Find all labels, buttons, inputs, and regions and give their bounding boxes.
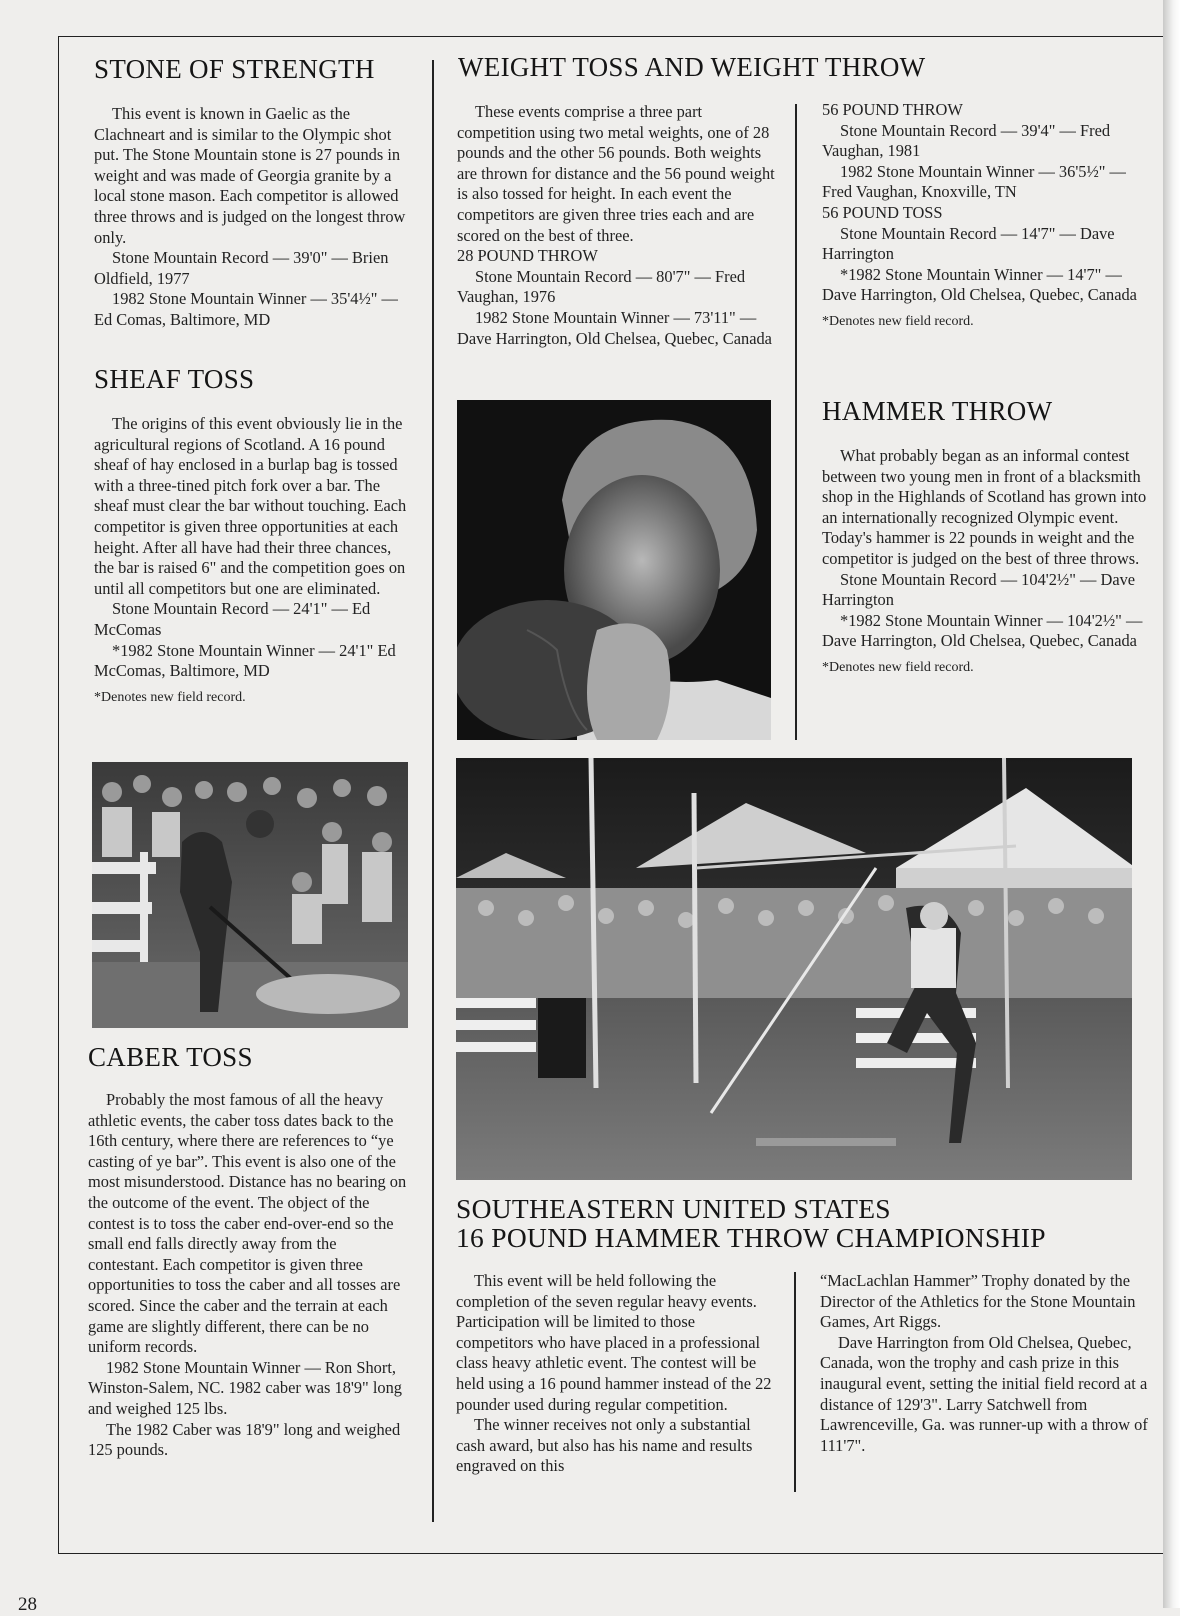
- throw28-record: Stone Mountain Record — 80'7" — Fred Vaughan, 1976: [457, 266, 746, 307]
- caber-toss-extra: The 1982 Caber was 18'9" long and weighed 125 pounds.: [88, 1419, 401, 1460]
- sheaf-toss-title: SHEAF TOSS: [94, 364, 255, 394]
- championship-col1-p1: This event will be held following the completion of the seven regular heavy events. Participation will be limited to those competitors who have placed in a professional class heavy athletic event. The contest will be held using a 16 pound hammer instead of the 22 pounder used during regular competition.: [456, 1271, 772, 1414]
- hammer-throw-title: HAMMER THROW: [822, 396, 1053, 426]
- page-edge-shadow: [1163, 0, 1180, 1608]
- throw56-record: Stone Mountain Record — 39'4" — Fred Vaughan, 1981: [822, 120, 1111, 161]
- sheaf-toss-body: The origins of this event obviously lie in the agricultural regions of Scotland. A 16 pound sheaf of hay enclosed in a burlap bag is tossed with a three-tined pitch fork over a bar. The sheaf must clear the bar without touching. Each competitor is given three opportunities at each height. After all have had their three chances, the bar is raised 6" and the competition goes on until all competitors but one are eliminated.: [94, 414, 407, 598]
- throw56-winner: 1982 Stone Mountain Winner — 36'5½" — Fred Vaughan, Knoxville, TN: [822, 161, 1126, 202]
- caber-toss-title: CABER TOSS: [88, 1042, 253, 1072]
- championship-col2-p1: “MacLachlan Hammer” Trophy donated by the Director of the Athletics for the Stone Mountain Games, Art Riggs.: [820, 1271, 1136, 1332]
- weight-toss-body: These events comprise a three part competition using two metal weights, one of 28 pounds and the other 56 pounds. Both weights are thrown for distance and the 56 pound weight is also tossed for height. In each event the competitors are given three tries each and are scored on the best of three.: [457, 102, 775, 245]
- hammer-throw-note: *Denotes new field record.: [822, 659, 974, 675]
- caber-toss-section: [88, 1042, 408, 1461]
- hammer-throw-record: Stone Mountain Record — 104'2½" — Dave Harrington: [822, 569, 1136, 610]
- sheaf-toss-winner: *1982 Stone Mountain Winner — 24'1" Ed McComas, Baltimore, MD: [94, 640, 396, 681]
- toss56-record: Stone Mountain Record — 14'7" — Dave Harrington: [822, 223, 1115, 264]
- championship-col2: [820, 1271, 1150, 1456]
- weight-throw-portrait-photo: [457, 400, 771, 740]
- page-number: 28: [18, 1594, 37, 1615]
- weight-toss-note: *Denotes new field record.: [822, 313, 974, 329]
- caber-toss-winner: 1982 Stone Mountain Winner — Ron Short, Winston-Salem, NC. 1982 caber was 18'9" long and weighed 125 lbs.: [88, 1357, 402, 1418]
- championship-col1: [456, 1271, 774, 1477]
- stone-of-strength-section: [94, 54, 412, 331]
- stone-of-strength-record: Stone Mountain Record — 39'0" — Brien Oldfield, 1977: [94, 248, 389, 288]
- championship-title-block: [456, 1194, 1156, 1252]
- throw28-heading: 28 POUND THROW: [457, 246, 598, 266]
- sheaf-toss-record: Stone Mountain Record — 24'1" — Ed McComas: [94, 599, 371, 639]
- weight-toss-title-block: [458, 52, 1018, 82]
- hammer-throw-winner: *1982 Stone Mountain Winner — 104'2½" — Dave Harrington, Old Chelsea, Quebec, Canada: [822, 610, 1143, 651]
- championship-col2-p2: Dave Harrington from Old Chelsea, Quebec, Canada, won the trophy and cash prize in this inaugural event, setting the initial field record at a distance of 129'3". Larry Satchwell from Lawrenceville, Ga. was runner-up with a throw of 111'7".: [820, 1332, 1148, 1455]
- championship-title-line2: 16 POUND HAMMER THROW CHAMPIONSHIP: [456, 1222, 1046, 1253]
- toss56-winner: *1982 Stone Mountain Winner — 14'7" — Dave Harrington, Old Chelsea, Quebec, Canada: [822, 264, 1137, 305]
- hammer-throw-section: [822, 396, 1152, 678]
- sheaf-toss-note: *Denotes new field record.: [94, 689, 246, 705]
- weight-toss-title: WEIGHT TOSS AND WEIGHT THROW: [458, 52, 926, 82]
- sheaf-toss-section: [94, 364, 412, 708]
- column-rule-1: [432, 60, 434, 1522]
- championship-col1-p2: The winner receives not only a substantial cash award, but also has his name and results engraved on this: [456, 1415, 753, 1476]
- stone-of-strength-title: STONE OF STRENGTH: [94, 54, 375, 84]
- toss56-heading: 56 POUND TOSS: [822, 202, 943, 222]
- throw56-heading: 56 POUND THROW: [822, 100, 963, 119]
- column-rule-2: [795, 104, 797, 740]
- hammer-throw-photo: [456, 758, 1132, 1180]
- weight-toss-col1: [457, 102, 777, 349]
- sheaf-toss-photo: [92, 762, 408, 1028]
- weight-toss-col2: [822, 100, 1152, 332]
- column-rule-3: [794, 1272, 796, 1492]
- throw28-winner: 1982 Stone Mountain Winner — 73'11" — Dave Harrington, Old Chelsea, Quebec, Canada: [457, 307, 772, 348]
- stone-of-strength-winner: 1982 Stone Mountain Winner — 35'4½" — Ed Comas, Baltimore, MD: [94, 289, 398, 329]
- stone-of-strength-body: This event is known in Gaelic as the Clachneart and is similar to the Olympic shot put. The Stone Mountain stone is 27 pounds in weight and was made of Georgia granite by a local stone mason. Each competitor is allowed three throws and is judged on the longest throw only.: [94, 104, 406, 247]
- championship-title-line1: SOUTHEASTERN UNITED STATES: [456, 1193, 891, 1224]
- caber-toss-body: Probably the most famous of all the heavy athletic events, the caber toss dates back to the 16th century, where there are references to “ye casting of ye bar”. This event is also one of the most misunderstood. Distance has no bearing on the outcome of the event. The object of the contest is to toss the caber end-over-end so the small end falls directly away from the contestant. Each competitor is given three opportunities to toss the caber and all tosses are scored. Since the caber and the terrain at each game are slightly different, there can be no uniform records.: [88, 1090, 407, 1357]
- hammer-throw-body: What probably began as an informal contest between two young men in front of a blacksmith shop in the Highlands of Scotland has grown into an internationally recognized Olympic event. Today's hammer is 22 pounds in weight and the competitor is judged on the best of three throws.: [822, 446, 1147, 568]
